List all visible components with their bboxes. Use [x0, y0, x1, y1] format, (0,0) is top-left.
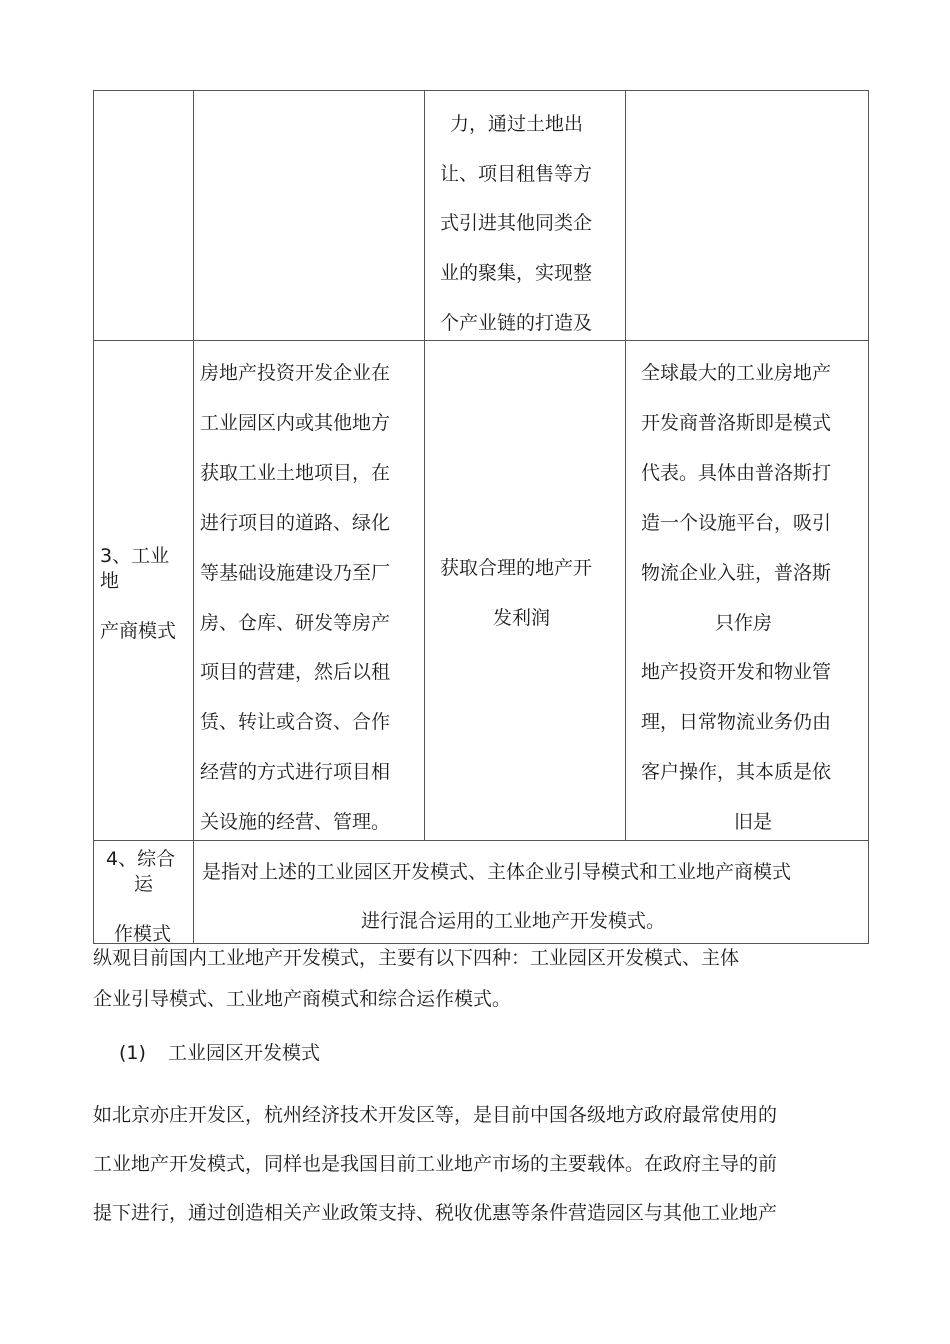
- row2-label-line: 3、工业: [100, 545, 170, 567]
- row2-description-cell: [194, 341, 424, 840]
- row3-label-line: 作模式: [114, 923, 172, 945]
- row2-example-line: 只作房: [715, 612, 773, 634]
- section-heading: 工业园区开发模式: [168, 1042, 321, 1064]
- row2-label-line: 产商模式: [100, 620, 177, 642]
- row2-description-line: 房地产投资开发企业在: [200, 362, 391, 384]
- row2-example-line: 物流企业入驻，普洛斯: [641, 562, 832, 584]
- row2-description-line: 房、仓库、研发等房产: [200, 612, 391, 634]
- row2-description-line: 项目的营建，然后以租: [200, 661, 391, 683]
- table-border-bottom: [93, 943, 869, 944]
- section-paragraph-line: 提下进行，通过创造相关产业政策支持、税收优惠等条件营造园区与其他工业地产: [93, 1202, 778, 1224]
- intro-paragraph-line: 企业引导模式、工业地产商模式和综合运作模式。: [93, 988, 512, 1010]
- row2-description-line: 获取工业土地项目，在: [200, 462, 391, 484]
- row2-example-line: 造一个设施平台，吸引: [641, 512, 832, 534]
- row2-description-line: 关设施的经营、管理。: [200, 811, 391, 833]
- section-paragraph-line: 如北京亦庄开发区，杭州经济技术开发区等，是目前中国各级地方政府最常使用的: [93, 1104, 778, 1126]
- row2-description-line: 赁、转让或合资、合作: [200, 711, 391, 733]
- row2-mode-label: [94, 341, 193, 840]
- row2-example-line: 地产投资开发和物业管: [641, 661, 832, 683]
- row3-description-line: 是指对上述的工业园区开发模式、主体企业引导模式和工业地产商模式: [202, 861, 792, 883]
- row3-mode-label: [94, 841, 193, 943]
- row3-label-line: 运: [134, 873, 154, 895]
- section-number: (1): [119, 1042, 146, 1064]
- row1-purpose-line: 业的聚集，实现整: [440, 262, 593, 284]
- row1-purpose-line: 力，通过土地出: [450, 113, 584, 135]
- row2-description-line: 进行项目的道路、绿化: [200, 512, 391, 534]
- row2-example-line: 开发商普洛斯即是模式: [641, 412, 832, 434]
- row2-purpose-line: 获取合理的地产开: [440, 557, 593, 579]
- row3-label-line: 4、综合: [106, 848, 176, 870]
- section-paragraph-line: 工业地产开发模式，同样也是我国目前工业地产市场的主要载体。在政府主导的前: [93, 1153, 778, 1175]
- row2-label-line: 地: [100, 570, 120, 592]
- row2-example-cell: [626, 341, 868, 840]
- intro-paragraph-line: 纵观目前国内工业地产开发模式，主要有以下四种：工业园区开发模式、主体: [93, 947, 740, 969]
- row2-example-line: 客户操作，其本质是依: [641, 761, 832, 783]
- row2-description-line: 经营的方式进行项目相: [200, 761, 391, 783]
- row2-purpose-line: 发利润: [493, 607, 551, 629]
- row1-purpose-line: 式引进其他同类企: [440, 212, 593, 234]
- row2-example-line: 旧是: [734, 811, 773, 833]
- row2-description-line: 工业园区内或其他地方: [200, 412, 391, 434]
- row3-description-line: 进行混合运用的工业地产开发模式。: [361, 910, 666, 932]
- row3-description-cell: [194, 841, 868, 943]
- row1-purpose-line: 让、项目租售等方: [440, 163, 593, 185]
- row2-example-line: 代表。具体由普洛斯打: [641, 462, 832, 484]
- row2-purpose-cell: [425, 341, 625, 840]
- table-border-right: [868, 90, 869, 944]
- mode-table: [93, 90, 869, 944]
- row2-description-line: 等基础设施建设乃至厂: [200, 562, 391, 584]
- row1-purpose-line: 个产业链的打造及: [440, 312, 593, 334]
- row2-example-line: 理，日常物流业务仍由: [641, 711, 832, 733]
- row2-example-line: 全球最大的工业房地产: [641, 362, 832, 384]
- row1-purpose-cell: [425, 90, 625, 340]
